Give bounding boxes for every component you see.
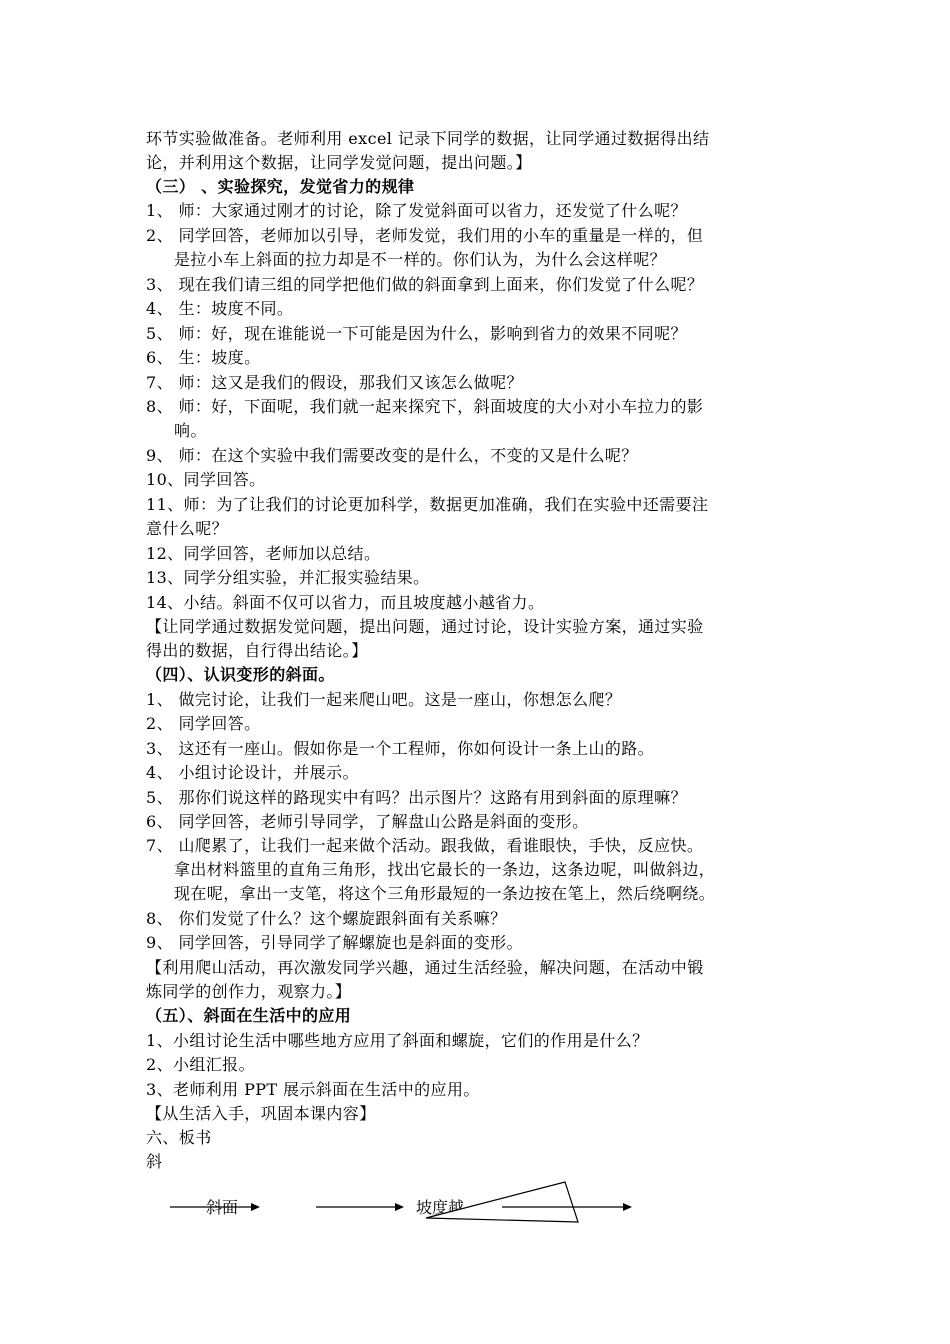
label-xiemian: 斜面 (206, 1198, 239, 1217)
text-line: 14、小结。斜面不仅可以省力，而且坡度越小越省力。 (146, 593, 545, 612)
text-line: 2、 同学回答，老师加以引导，老师发觉，我们用的小车的重量是一样的，但 (146, 226, 704, 245)
text-line: 13、同学分组实验，并汇报实验结果。 (146, 568, 430, 587)
text-line: 11、师：为了让我们的讨论更加科学，数据更加准确，我们在实验中还需要注 (146, 495, 709, 514)
text-line: 5、 那你们说这样的路现实中有吗？出示图片？这路有用到斜面的原理嘛？ (146, 788, 687, 807)
text-line: 7、 师：这又是我们的假设，那我们又该怎么做呢？ (146, 373, 523, 392)
text-line: 4、 小组讨论设计，并展示。 (146, 763, 359, 782)
text-line: 炼同学的创作力，观察力。】 (146, 982, 352, 1001)
text-line: 6、 同学回答，老师引导同学，了解盘山公路是斜面的变形。 (146, 812, 589, 831)
label-podu: 坡度越 (416, 1198, 465, 1217)
text-line: 得出的数据，自行得出结论。】 (146, 641, 368, 660)
text-line: 【让同学通过数据发觉问题，提出问题，通过讨论，设计实验方案，通过实验 (146, 617, 704, 636)
arrow-head-3 (623, 1203, 632, 1211)
text-line: 意什么呢？ (146, 519, 229, 538)
text-line: 现在呢，拿出一支笔，将这个三角形最短的一条边按在笔上，然后绕啊绕。 (174, 884, 716, 903)
text-line: 1、小组讨论生活中哪些地方应用了斜面和螺旋，它们的作用是什么？ (146, 1031, 649, 1050)
text-line: 论，并利用这个数据，让同学发觉问题，提出问题。】 (146, 153, 532, 172)
board-diagram (140, 1180, 660, 1240)
text-line: 环节实验做准备。老师利用 excel 记录下同学的数据，让同学通过数据得出结 (146, 129, 710, 148)
text-line: 6、 生：坡度。 (146, 348, 261, 367)
text-line: 1、 师：大家通过刚才的讨论，除了发觉斜面可以省力，还发觉了什么呢？ (146, 201, 687, 220)
text-line: 8、 你们发觉了什么？这个螺旋跟斜面有关系嘛？ (146, 909, 507, 928)
text-line: 2、 同学回答。 (146, 714, 261, 733)
text-line: 8、 师：好，下面呢，我们就一起来探究下，斜面坡度的大小对小车拉力的影 (146, 397, 704, 416)
text-line: 10、同学回答。 (146, 470, 266, 489)
text-line: 4、 生：坡度不同。 (146, 299, 294, 318)
text-line: 【从生活入手，巩固本课内容】 (146, 1104, 376, 1123)
text-line: 9、 师：在这个实验中我们需要改变的是什么，不变的又是什么呢？ (146, 446, 638, 465)
text-line: 3、 这还有一座山。假如你是一个工程师，你如何设计一条上山的路。 (146, 739, 655, 758)
text-line: 9、 同学回答，引导同学了解螺旋也是斜面的变形。 (146, 933, 523, 952)
text-line: 5、 师：好，现在谁能说一下可能是因为什么，影响到省力的效果不同呢？ (146, 324, 687, 343)
text-line: （三） 、实验探究，发觉省力的规律 (146, 177, 415, 196)
text-line: 响。 (174, 421, 207, 440)
text-line: 7、 山爬累了，让我们一起来做个活动。跟我做，看谁眼快，手快，反应快。 (146, 836, 704, 855)
text-line: 是拉小车上斜面的拉力却是不一样的。你们认为，为什么会这样呢？ (174, 250, 667, 269)
arrow-head-2 (395, 1203, 404, 1211)
text-line: 斜 (146, 1152, 163, 1171)
text-line: 六、板书 (146, 1128, 212, 1147)
text-line: 【利用爬山活动，再次激发同学兴趣，通过生活经验，解决问题，在活动中锻 (146, 958, 704, 977)
text-line: 3、 现在我们请三组的同学把他们做的斜面拿到上面来，你们发觉了什么呢？ (146, 275, 704, 294)
text-line: 1、 做完讨论，让我们一起来爬山吧。这是一座山，你想怎么爬？ (146, 690, 622, 709)
text-line: 2、小组汇报。 (146, 1055, 255, 1074)
text-line: （四）、认识变形的斜面。 (146, 665, 335, 684)
text-line: 拿出材料篮里的直角三角形，找出它最长的一条边，这条边呢，叫做斜边， (174, 860, 716, 879)
arrow-head-1 (251, 1203, 260, 1211)
text-line: （五）、斜面在生活中的应用 (146, 1006, 352, 1025)
text-line: 12、同学回答，老师加以总结。 (146, 544, 381, 563)
text-line: 3、老师利用 PPT 展示斜面在生活中的应用。 (146, 1080, 480, 1099)
